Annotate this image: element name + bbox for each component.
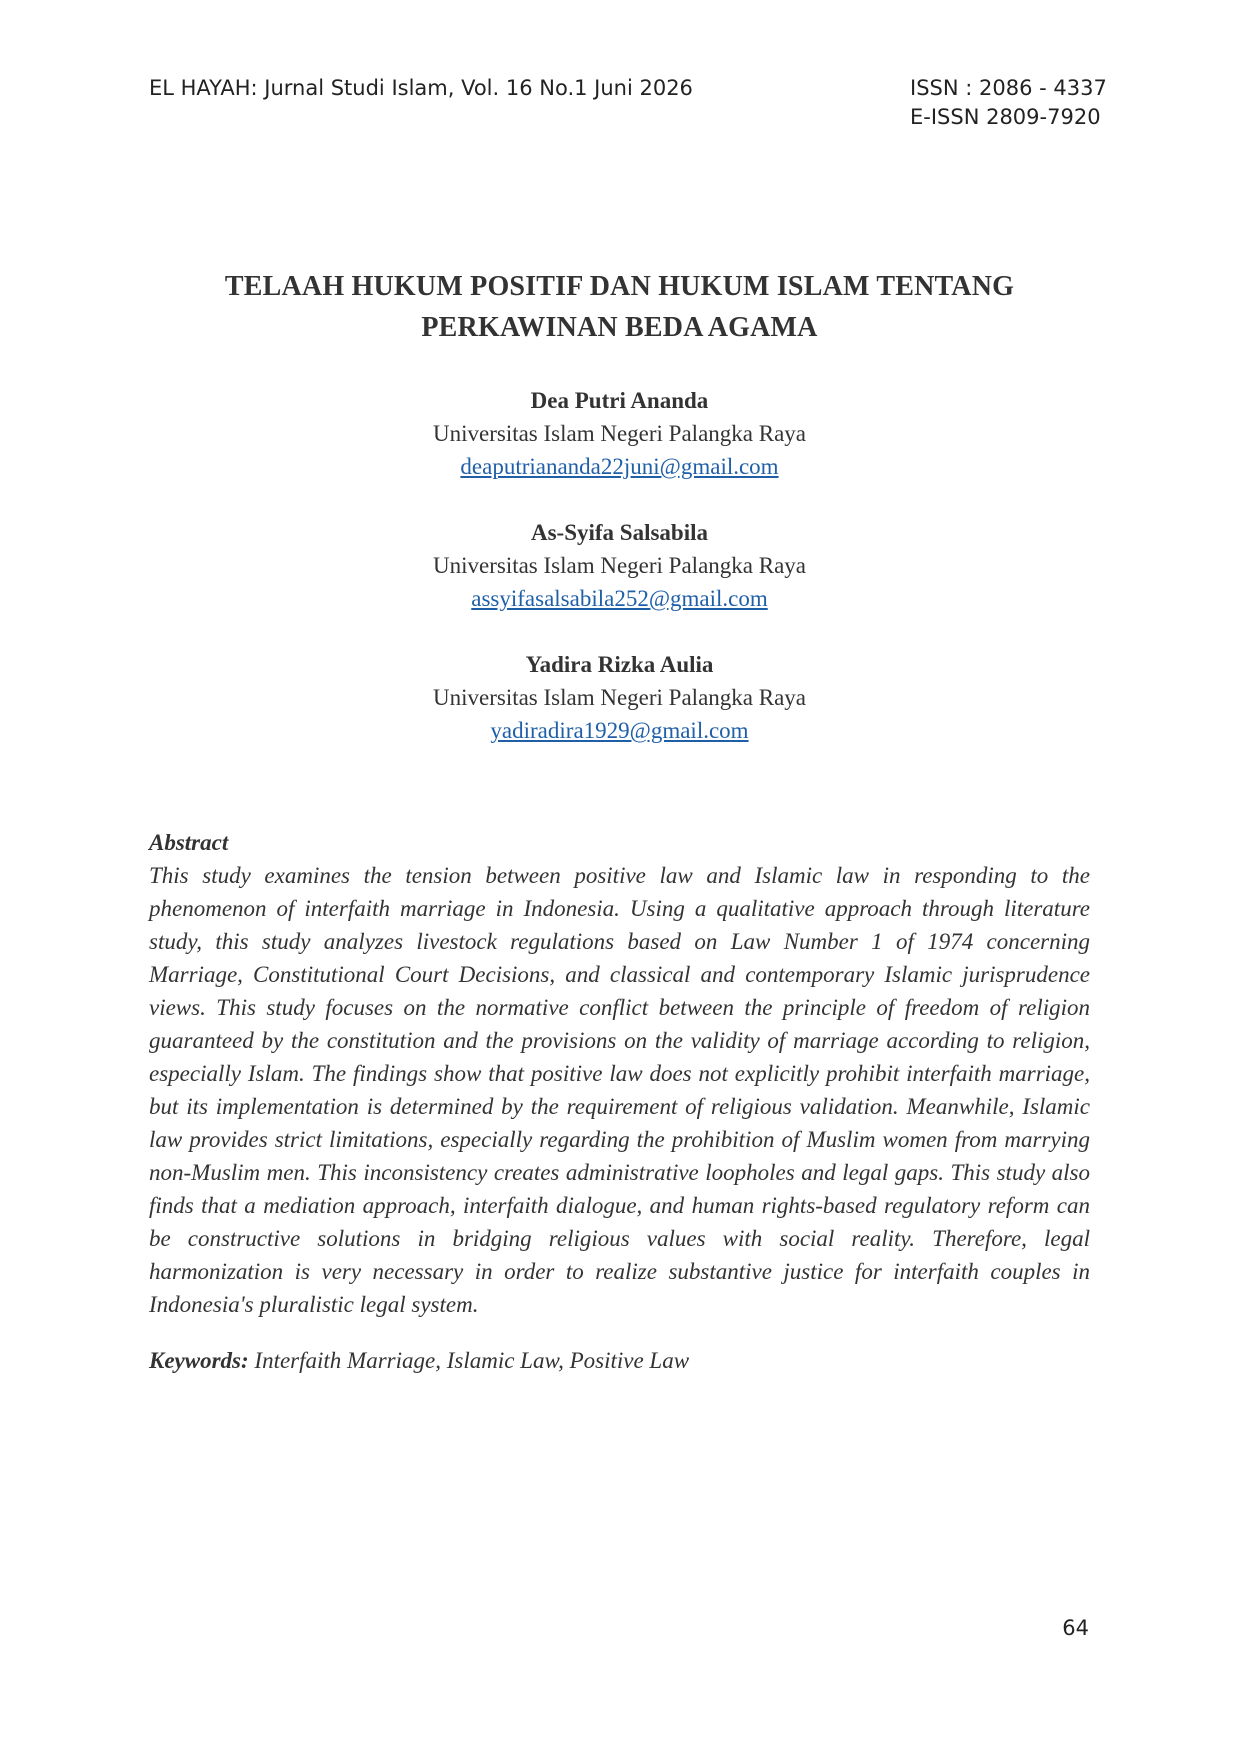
abstract-heading: Abstract <box>149 830 229 855</box>
author-block <box>149 648 1090 747</box>
author-name: As-Syifa Salsabila <box>530 520 708 545</box>
paper-title-line-1: TELAAH HUKUM POSITIF DAN HUKUM ISLAM TENTANG <box>224 271 1015 302</box>
author-affiliation: Universitas Islam Negeri Palangka Raya <box>433 685 806 710</box>
abstract-body: This study examines the tension between positive law and Islamic law in responding to the phenomenon of interfaith marriage in Indonesia. Using a qualitative approach through literature study, this study analyzes livestock regulations based on Law Number 1 of 1974 concerning Marriage, Constitutional Court Decisions, and classical and contemporary Islamic jurisprudence views. This study focuses on the normative conflict between the principle of freedom of religion guaranteed by the constitution and the provisions on the validity of marriage according to religion, especially Islam. The findings show that positive law does not explicitly prohibit interfaith marriage, but its implementation is determined by the requirement of religious validation. Meanwhile, Islamic law provides strict limitations, especially regarding the prohibition of Muslim women from marrying non-Muslim men. This inconsistency creates administrative loopholes and legal gaps. This study also finds that a mediation approach, interfaith dialogue, and human rights-based regulatory reform can be constructive solutions in bridging religious values with social reality. Therefore, legal harmonization is very necessary in order to realize substantive justice for interfaith couples in Indonesia's pluralistic legal system. <box>149 863 1090 1317</box>
author-name: Dea Putri Ananda <box>530 388 709 413</box>
author-list <box>149 384 1090 780</box>
author-affiliation: Universitas Islam Negeri Palangka Raya <box>433 421 806 446</box>
paper-title <box>149 266 1090 348</box>
page-number: 64 <box>1062 1616 1089 1640</box>
abstract-section <box>149 826 1090 1377</box>
author-email-link[interactable]: yadiradira1929@gmail.com <box>490 718 749 743</box>
author-affiliation: Universitas Islam Negeri Palangka Raya <box>433 553 806 578</box>
issn-block <box>910 74 1107 132</box>
author-block <box>149 384 1090 483</box>
paper-title-line-2: PERKAWINAN BEDA AGAMA <box>421 312 818 343</box>
issn: ISSN : 2086 - 4337 <box>910 76 1107 100</box>
keywords-label: Keywords: <box>149 1348 249 1373</box>
journal-citation: EL HAYAH: Jurnal Studi Islam, Vol. 16 No.1 Juni 2026 <box>149 76 693 100</box>
keywords-line <box>149 1344 1090 1377</box>
author-block <box>149 516 1090 615</box>
keywords-value: Interfaith Marriage, Islamic Law, Positive Law <box>254 1348 690 1373</box>
author-name: Yadira Rizka Aulia <box>525 652 714 677</box>
author-email-link[interactable]: assyifasalsabila252@gmail.com <box>471 586 768 611</box>
author-email-link[interactable]: deaputriananda22juni@gmail.com <box>460 454 779 479</box>
eissn: E-ISSN 2809-7920 <box>910 105 1101 129</box>
